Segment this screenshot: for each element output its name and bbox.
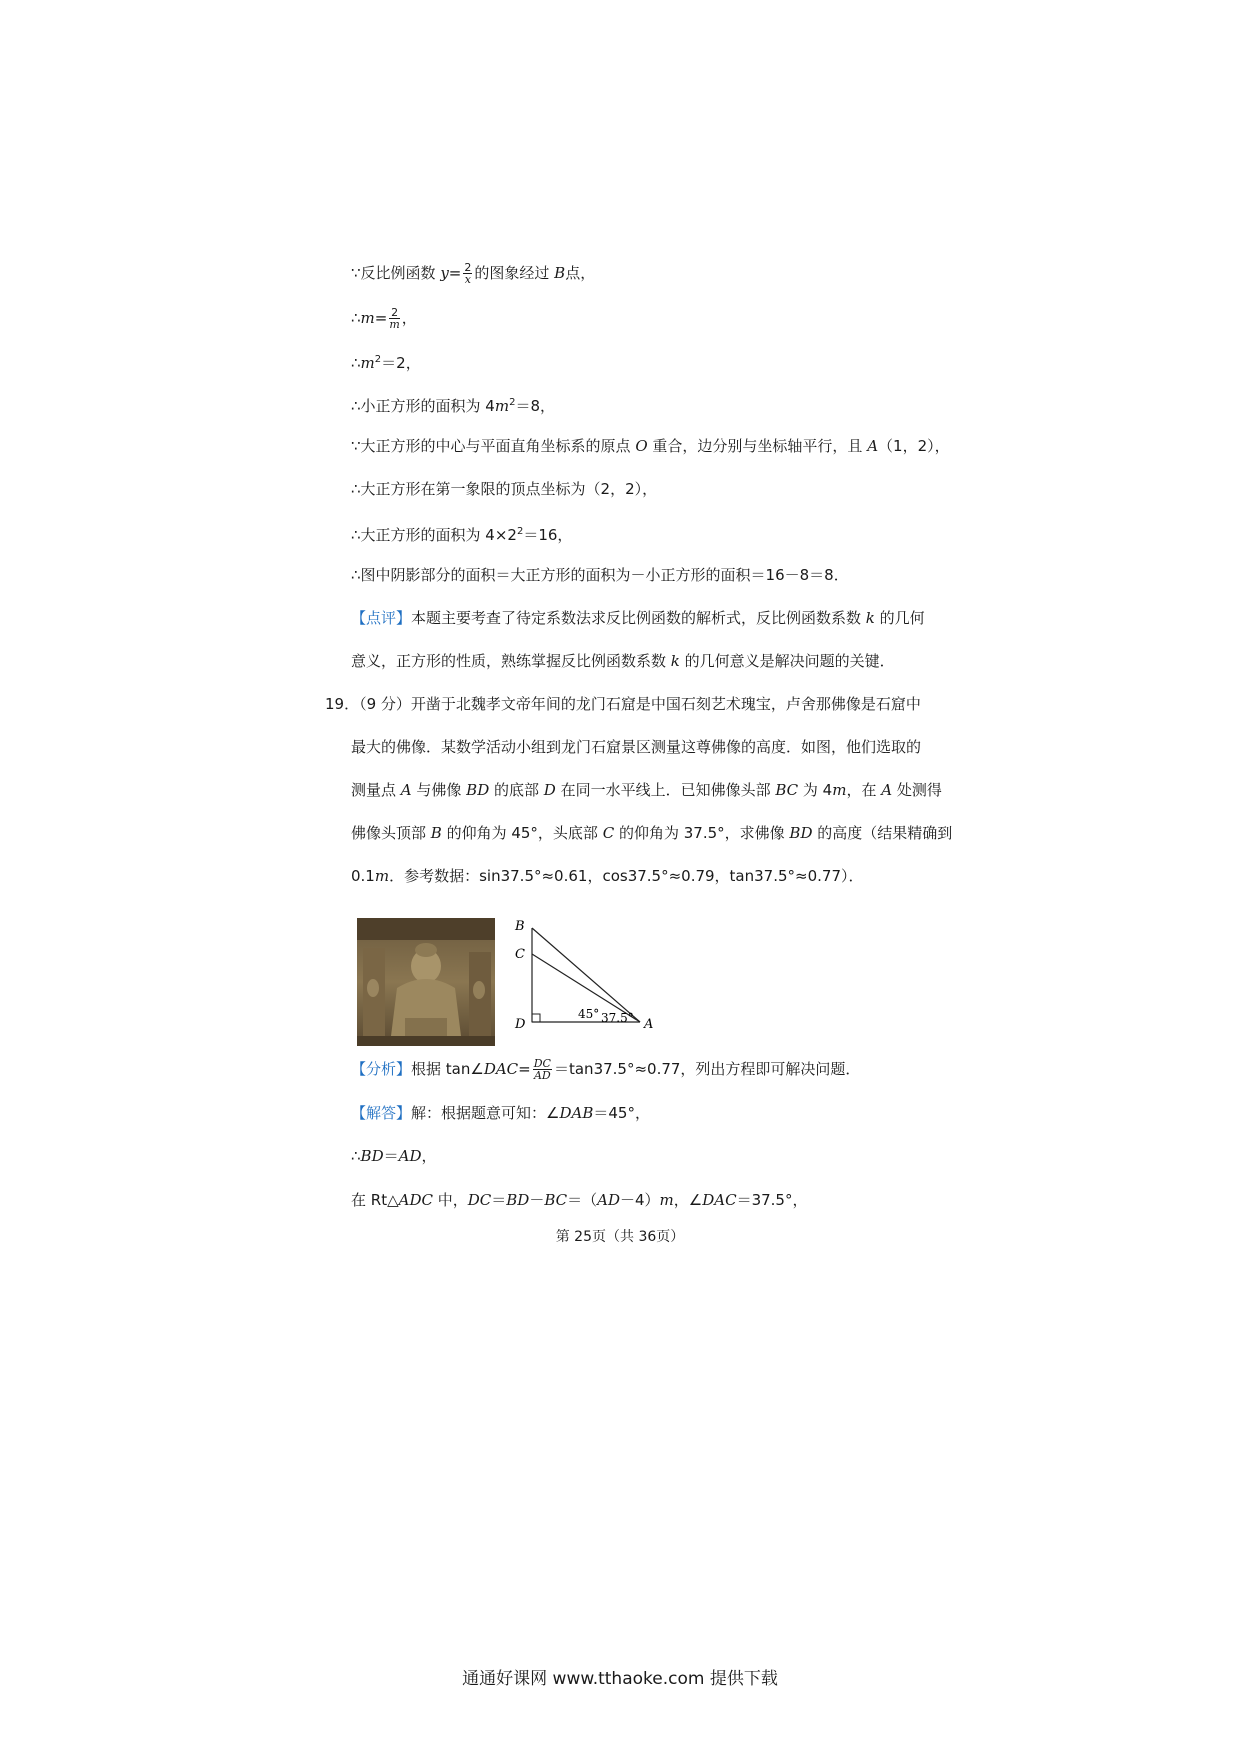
denominator: x [464, 273, 471, 286]
text: 与佛像 [411, 781, 467, 799]
text: 意义，正方形的性质，熟练掌握反比例函数系数 [351, 652, 671, 670]
comment-line-2 [351, 651, 895, 671]
fraction [463, 262, 472, 285]
triangle-diagram [510, 918, 670, 1042]
answer-line-1 [351, 1103, 650, 1123]
label-b: B [515, 919, 525, 934]
text: = [518, 1060, 531, 1078]
comment-tag: 【点评】 [351, 609, 412, 627]
solution-line-5 [351, 436, 950, 456]
text: ，在 [846, 781, 882, 799]
analysis-tag: 【分析】 [351, 1060, 412, 1078]
text: ＝8， [515, 397, 556, 415]
var-bc: BC [544, 1191, 568, 1209]
footer-text: 通通好课网 www.tthaoke.com 提供下载 [462, 1669, 778, 1689]
text: 处测得 [892, 781, 942, 799]
text: 在 Rt△ [351, 1191, 399, 1209]
var-dac: DAC [483, 1060, 519, 1078]
text: ＝（ [567, 1191, 598, 1209]
solution-line-3 [351, 350, 421, 373]
var-dc: DC [467, 1191, 492, 1209]
text: ＝16， [523, 526, 573, 544]
text: = [374, 309, 388, 327]
problem-19-line-4 [351, 823, 952, 843]
text: 佛像头顶部 [351, 824, 431, 842]
text: ∵反比例函数 [351, 264, 441, 282]
problem-19-line-1 [325, 694, 921, 714]
label-a: A [644, 1017, 654, 1032]
text: 测量点 [351, 781, 401, 799]
text: 的几何意义是解决问题的关键． [679, 652, 895, 670]
var-m: m [494, 397, 510, 415]
var-a: A [400, 781, 412, 799]
var-b: B [554, 264, 566, 282]
text: 点， [565, 264, 596, 282]
text: ＝45°， [593, 1104, 650, 1122]
page-number: 第 25页（共 36页） [555, 1229, 685, 1245]
var-m: m [374, 867, 390, 885]
solution-line-4 [351, 393, 555, 416]
text: 19．（9 分）开凿于北魏孝文帝年间的龙门石窟是中国石刻艺术瑰宝，卢舍那佛像是石窟中 [325, 695, 921, 713]
var-adc: ADC [398, 1191, 433, 1209]
text: －4） [620, 1191, 660, 1209]
text: 的图象经过 [474, 264, 555, 282]
text: 的仰角为 45°，头底部 [441, 824, 603, 842]
denominator: AD [533, 1069, 551, 1082]
text: ＝tan37.5°≈0.77，列出方程即可解决问题． [553, 1060, 861, 1078]
answer-line-2 [351, 1146, 437, 1166]
text: ∴图中阴影部分的面积＝大正方形的面积为－小正方形的面积＝16－8＝8． [351, 566, 849, 584]
var-a: A [867, 437, 879, 455]
text: 为 4 [798, 781, 833, 799]
var-m: m [360, 309, 375, 327]
problem-19-line-2 [351, 737, 921, 757]
text: （1，2）， [878, 437, 950, 455]
fraction [389, 307, 399, 330]
problem-19-line-3 [351, 780, 942, 800]
var-m: m [360, 354, 375, 372]
var-c: C [602, 824, 615, 842]
text: 重合，边分别与坐标轴平行，且 [647, 437, 868, 455]
text: = [448, 264, 462, 282]
analysis-line [351, 1058, 860, 1081]
var-k: k [670, 652, 680, 670]
var-ad: AD [597, 1191, 620, 1209]
solution-line-2 [351, 307, 417, 330]
superscript: 2 [509, 397, 516, 408]
var-m: m [832, 781, 847, 799]
text: 本题主要考查了待定系数法求反比例函数的解析式，反比例函数系数 [411, 609, 866, 627]
text: ∴大正方形的面积为 4×2 [351, 526, 517, 544]
var-m: m [659, 1191, 674, 1209]
var-a: A [881, 781, 893, 799]
text: 的仰角为 37.5°，求佛像 [614, 824, 790, 842]
text: ∴ [351, 309, 361, 327]
numerator: DC [533, 1057, 551, 1070]
answer-line-3 [351, 1190, 807, 1210]
var-dab: DAB [559, 1104, 594, 1122]
solution-line-1 [351, 262, 595, 285]
var-d: D [543, 781, 556, 799]
text: ∴ [351, 1147, 361, 1165]
text: ＝37.5°， [736, 1191, 808, 1209]
answer-tag: 【解答】 [351, 1104, 412, 1122]
numerator: 2 [464, 261, 472, 274]
text: ∴ [351, 354, 361, 372]
fraction [533, 1058, 552, 1081]
var-o: O [635, 437, 648, 455]
text: ， [421, 1147, 437, 1165]
text: 0.1 [351, 867, 375, 885]
text: 的底部 [489, 781, 544, 799]
text: 在同一水平线上．已知佛像头部 [555, 781, 776, 799]
text: ＝2， [381, 354, 421, 372]
text: － [529, 1191, 545, 1209]
superscript: 2 [374, 354, 382, 365]
text: 最大的佛像．某数学活动小组到龙门石窟景区测量这尊佛像的高度．如图，他们选取的 [351, 738, 922, 756]
text: ∴小正方形的面积为 4 [351, 397, 495, 415]
superscript: 2 [516, 526, 524, 537]
text: 根据 tan∠ [411, 1060, 484, 1078]
text: ∴大正方形在第一象限的顶点坐标为（2，2）， [351, 480, 658, 498]
text: 解：根据题意可知：∠ [411, 1104, 560, 1122]
var-bd: BD [360, 1147, 384, 1165]
text: ．参考数据：sin37.5°≈0.61，cos37.5°≈0.79，tan37.5°≈0.77）． [389, 867, 864, 885]
problem-19-line-5 [351, 866, 864, 886]
text: 中， [432, 1191, 468, 1209]
text: ＝ [491, 1191, 507, 1209]
var-ad: AD [398, 1147, 422, 1165]
text: ＝ [383, 1147, 399, 1165]
var-bc: BC [775, 781, 799, 799]
var-bd: BD [506, 1191, 530, 1209]
label-d: D [515, 1017, 526, 1032]
text: 的高度（结果精确到 [812, 824, 953, 842]
var-dac: DAC [702, 1191, 737, 1209]
text: ∵大正方形的中心与平面直角坐标系的原点 [351, 437, 636, 455]
comment-line-1 [351, 608, 925, 628]
buddha-statue-photo [357, 918, 495, 1046]
numerator: 2 [391, 306, 399, 319]
var-b: B [430, 824, 442, 842]
solution-line-6 [351, 479, 657, 499]
solution-line-8 [351, 565, 849, 585]
var-k: k [865, 609, 875, 627]
text: ， [401, 309, 417, 327]
right-angle-mark [532, 1014, 540, 1022]
denominator: m [389, 318, 400, 331]
var-y: y [440, 264, 449, 282]
solution-line-7 [351, 522, 572, 545]
angle-37-5-label: 37.5° [601, 1011, 634, 1025]
label-c: C [515, 947, 525, 962]
text: ，∠ [673, 1191, 703, 1209]
var-bd: BD [789, 824, 813, 842]
angle-45-label: 45° [578, 1007, 600, 1021]
text: 的几何 [874, 609, 925, 627]
var-bd: BD [466, 781, 490, 799]
